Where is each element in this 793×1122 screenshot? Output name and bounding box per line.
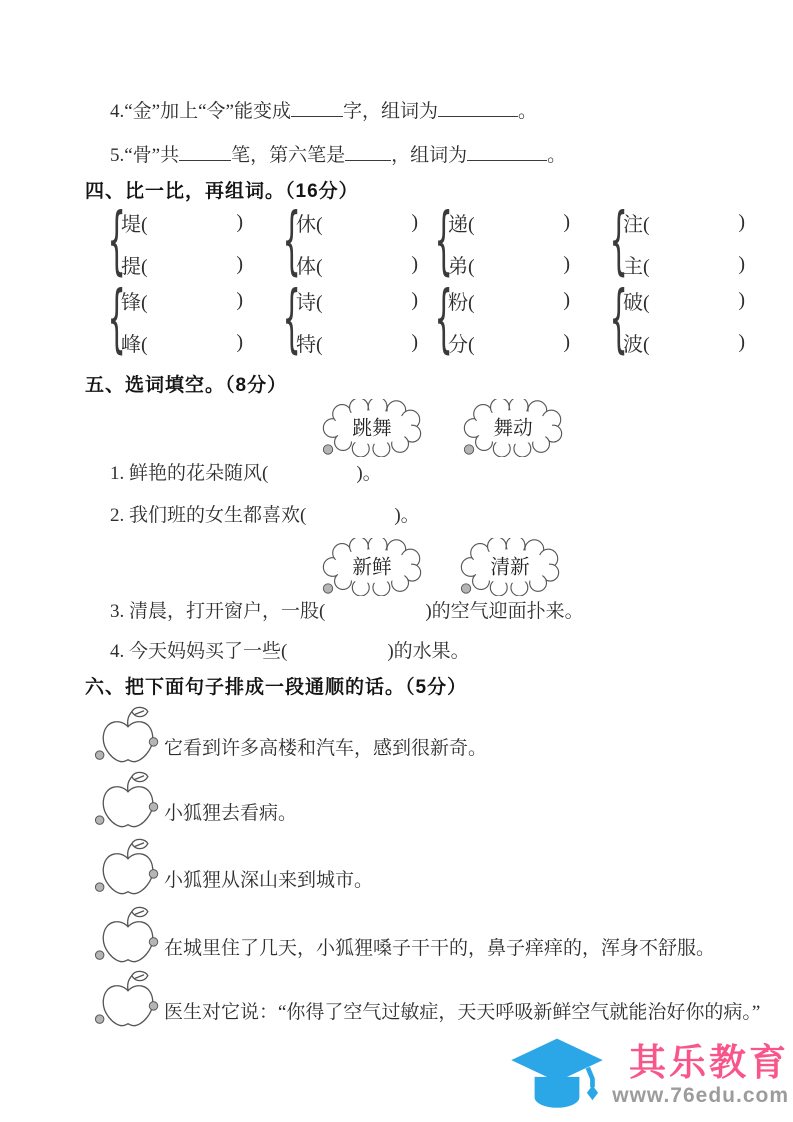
- word-pair: [433, 279, 570, 363]
- word-pair: [106, 279, 243, 363]
- section-5-heading: 五、选词填空。（8分）: [85, 375, 288, 396]
- brace: {: [107, 277, 126, 362]
- brace: {: [282, 199, 301, 284]
- paren: (: [141, 255, 148, 278]
- sentence-text: 它看到许多高楼和汽车，感到很新奇。: [164, 737, 488, 759]
- brace: {: [609, 199, 628, 284]
- question-5-text: 笔，第六笔是: [231, 145, 346, 166]
- blank-line: [467, 141, 547, 161]
- pair-char: 堤: [121, 213, 141, 236]
- paren: ): [411, 330, 418, 353]
- paren: (: [468, 255, 475, 278]
- paren: ): [738, 288, 745, 311]
- paren: ): [411, 288, 418, 311]
- cloud-tail-blob: [323, 445, 332, 454]
- word-pair: [608, 279, 745, 363]
- fill-item-2: [110, 500, 420, 527]
- section-4-heading: 四、比一比，再组词。（16分）: [85, 181, 359, 202]
- word-pair: [281, 201, 418, 285]
- paren: (: [468, 291, 475, 314]
- sentence-row: [94, 771, 297, 839]
- paren: ): [411, 252, 418, 275]
- brace: {: [107, 199, 126, 284]
- cloud-bubble-icon: [455, 399, 571, 457]
- pair-char: 休: [296, 213, 316, 236]
- pair-char: 分: [448, 333, 468, 356]
- cloud-tail-blob: [323, 584, 332, 593]
- question-5-text: 。: [547, 145, 567, 166]
- paren: (: [468, 213, 475, 236]
- paren: ): [738, 330, 745, 353]
- blank-line: [438, 97, 518, 117]
- brace: {: [434, 199, 453, 284]
- fill-item-text: 3. 清晨，打开窗户，一股(: [110, 601, 326, 622]
- sentence-text: 在城里住了几天，小狐狸嗓子干干的，鼻子痒痒的，浑身不舒服。: [164, 937, 716, 959]
- cloud-tail-blob: [464, 445, 473, 454]
- fill-item-1: [110, 458, 382, 485]
- blank-line: [179, 141, 231, 161]
- apple-icon: [94, 970, 162, 1038]
- pair-char: 体: [296, 255, 316, 278]
- cloud-bubble-icon: [314, 399, 430, 457]
- paren: (: [643, 255, 650, 278]
- word-choice: 清新: [490, 556, 530, 579]
- question-4-text: 字，组词为: [342, 101, 438, 122]
- cloud-tail-blob: [461, 584, 470, 593]
- paren: ): [236, 288, 243, 311]
- cloud-bubble-icon: [314, 538, 430, 596]
- apple-icon: [94, 771, 162, 839]
- paren: (: [316, 255, 323, 278]
- fill-item-text: 2. 我们班的女生都喜欢(: [110, 505, 307, 526]
- paren: ): [411, 210, 418, 233]
- word-choice: 新鲜: [352, 556, 392, 579]
- pair-char: 粉: [448, 291, 468, 314]
- sentence-row: [94, 706, 487, 774]
- brand-logo: [505, 1034, 791, 1118]
- pair-char: 弟: [448, 255, 468, 278]
- blank-line: [345, 141, 391, 161]
- paren: ): [563, 288, 570, 311]
- fill-item-text: 4. 今天妈妈买了一些(: [110, 641, 288, 662]
- sentence-text: 小狐狸去看病。: [164, 802, 298, 824]
- question-5: [110, 140, 566, 167]
- question-4-text: 4.“金”加上“令”能变成: [110, 101, 291, 122]
- word-pair: [433, 201, 570, 285]
- section-6-heading: 六、把下面句子排成一段通顺的话。（5分）: [85, 677, 468, 698]
- paren: (: [643, 333, 650, 356]
- blank-line: [291, 97, 343, 117]
- paren: (: [141, 213, 148, 236]
- pair-char: 波: [623, 333, 643, 356]
- question-4: [110, 96, 537, 123]
- word-choice: 跳舞: [352, 417, 392, 440]
- sentence-row: [94, 838, 373, 906]
- fill-item-text: )。: [394, 505, 420, 526]
- apple-icon: [94, 838, 162, 906]
- paren: ): [236, 330, 243, 353]
- brand-name: 其乐教育: [629, 1042, 789, 1083]
- pair-char: 提: [121, 255, 141, 278]
- cloud-bubble-icon: [452, 538, 568, 596]
- question-5-text: ，组词为: [391, 145, 468, 166]
- pair-char: 锋: [121, 291, 141, 314]
- paren: (: [141, 291, 148, 314]
- paren: ): [563, 330, 570, 353]
- pair-char: 主: [623, 255, 643, 278]
- pair-char: 破: [623, 291, 643, 314]
- sentence-text: 医生对它说：“你得了空气过敏症，天天呼吸新鲜空气就能治好你的病。”: [164, 1001, 761, 1023]
- fill-item-text: )的水果。: [387, 641, 470, 662]
- brace: {: [434, 277, 453, 362]
- paren: (: [316, 213, 323, 236]
- word-choice: 舞动: [493, 417, 533, 440]
- fill-item-3: [110, 596, 584, 623]
- paren: ): [738, 210, 745, 233]
- pair-char: 注: [623, 213, 643, 236]
- brace: {: [282, 277, 301, 362]
- word-pair: [281, 279, 418, 363]
- pair-char: 特: [296, 333, 316, 356]
- paren: (: [316, 333, 323, 356]
- question-4-text: 。: [518, 101, 538, 122]
- apple-icon: [94, 906, 162, 974]
- paren: ): [738, 252, 745, 275]
- sentence-row: [94, 906, 715, 974]
- sentence-text: 小狐狸从深山来到城市。: [164, 869, 374, 891]
- fill-item-text: )的空气迎面扑来。: [425, 601, 584, 622]
- paren: (: [141, 333, 148, 356]
- paren: ): [236, 252, 243, 275]
- paren: ): [236, 210, 243, 233]
- pair-char: 诗: [296, 291, 316, 314]
- fill-item-text: )。: [356, 463, 382, 484]
- pair-char: 递: [448, 213, 468, 236]
- brand-url: www.76edu.com: [612, 1084, 789, 1107]
- brace: {: [609, 277, 628, 362]
- question-5-text: 5.“骨”共: [110, 145, 180, 166]
- paren: (: [643, 213, 650, 236]
- pair-char: 峰: [121, 333, 141, 356]
- fill-item-4: [110, 636, 470, 663]
- fill-item-text: 1. 鲜艳的花朵随风(: [110, 463, 269, 484]
- sentence-row: [94, 970, 760, 1038]
- paren: (: [468, 333, 475, 356]
- paren: (: [316, 291, 323, 314]
- paren: ): [563, 252, 570, 275]
- paren: (: [643, 291, 650, 314]
- paren: ): [563, 210, 570, 233]
- apple-icon: [94, 706, 162, 774]
- word-pair: [608, 201, 745, 285]
- word-pair: [106, 201, 243, 285]
- graduation-cap-icon: [505, 1034, 609, 1118]
